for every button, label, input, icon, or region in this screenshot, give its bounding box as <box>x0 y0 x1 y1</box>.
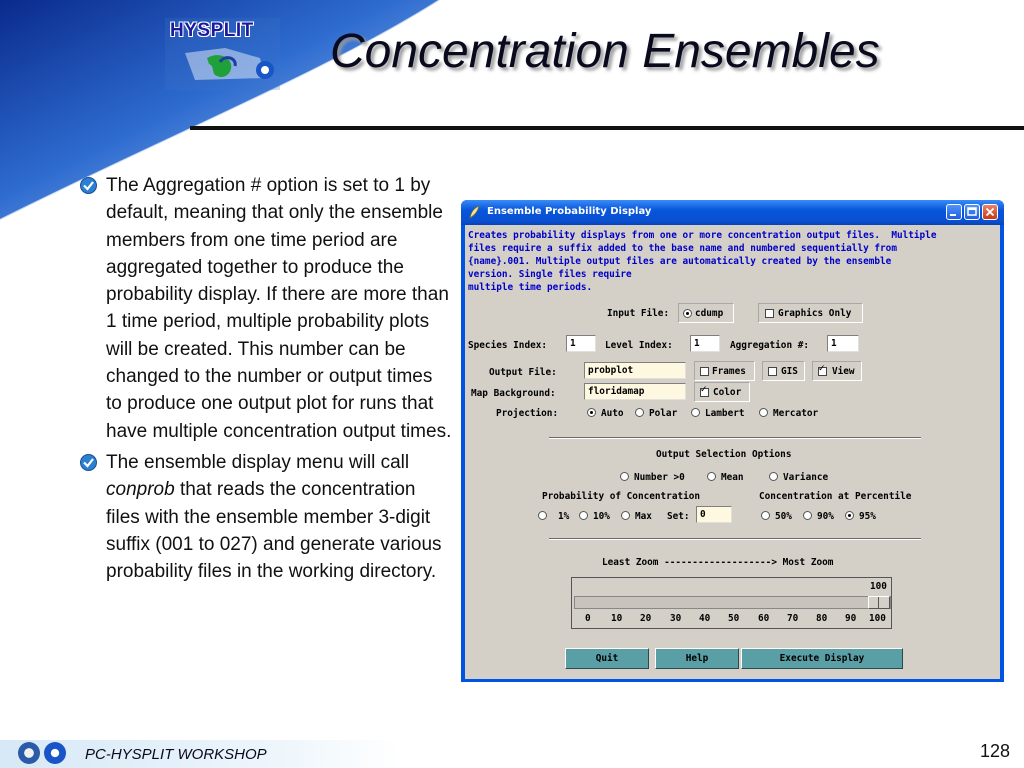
graphics-only-label[interactable]: Graphics Only <box>778 308 852 319</box>
percentile-title: Concentration at Percentile <box>759 491 912 502</box>
zoom-tick: 20 <box>640 613 652 624</box>
execute-display-button[interactable]: Execute Display <box>741 648 903 669</box>
conprob-term: conprob <box>106 479 175 501</box>
color-label[interactable]: Color <box>713 387 742 398</box>
bullet-list <box>80 172 452 589</box>
input-file-label: Input File: <box>607 308 670 319</box>
view-label[interactable]: View <box>832 366 855 377</box>
probability-max-label[interactable]: Max <box>635 511 652 522</box>
gis-label[interactable]: GIS <box>781 366 798 377</box>
probability-10-radio[interactable] <box>579 511 588 520</box>
zoom-tick: 100 <box>869 613 886 624</box>
close-icon <box>983 205 997 219</box>
output-variance-radio[interactable] <box>769 472 778 481</box>
zoom-tick: 40 <box>699 613 711 624</box>
gis-group <box>762 361 805 381</box>
page-number: 128 <box>980 741 1011 761</box>
minimize-icon <box>947 205 961 219</box>
projection-label: Projection: <box>496 408 559 419</box>
projection-lambert-radio[interactable] <box>691 408 700 417</box>
zoom-tick: 30 <box>670 613 682 624</box>
zoom-tick: 90 <box>845 613 857 624</box>
set-label: Set: <box>667 511 690 522</box>
level-index-label: Level Index: <box>605 340 673 351</box>
projection-lambert-label[interactable]: Lambert <box>705 408 745 419</box>
level-index-input[interactable]: 1 <box>690 335 720 352</box>
separator <box>549 437 921 439</box>
footer-text: PC-HYSPLIT WORKSHOP <box>85 746 267 763</box>
feather-icon <box>467 205 481 219</box>
doc-seal-icon <box>18 742 40 764</box>
species-index-label: Species Index: <box>468 340 548 351</box>
checkmark-bullet-icon <box>80 177 97 194</box>
input-file-option[interactable]: cdump <box>695 308 724 319</box>
projection-polar-radio[interactable] <box>635 408 644 417</box>
bullet-text-start: The ensemble display menu will call <box>106 451 410 473</box>
view-group <box>812 361 862 381</box>
output-file-label: Output File: <box>489 367 557 378</box>
projection-auto-radio[interactable] <box>587 408 596 417</box>
zoom-tick: 70 <box>787 613 799 624</box>
bullet-item <box>80 172 452 445</box>
graphics-only-group <box>758 303 863 323</box>
output-number-label[interactable]: Number >0 <box>634 472 685 483</box>
output-selection-title: Output Selection Options <box>656 449 792 460</box>
percentile-90-radio[interactable] <box>803 511 812 520</box>
percentile-50-label[interactable]: 50% <box>775 511 792 522</box>
zoom-tick: 0 <box>585 613 591 624</box>
dialog-titlebar[interactable] <box>461 200 1004 225</box>
noaa-logo-icon <box>44 742 66 764</box>
quit-button[interactable]: Quit <box>565 648 649 669</box>
color-checkbox[interactable] <box>700 388 709 397</box>
projection-auto-label[interactable]: Auto <box>601 408 624 419</box>
projection-mercator-label[interactable]: Mercator <box>773 408 819 419</box>
probability-10-label[interactable]: 10% <box>593 511 610 522</box>
map-background-label: Map Background: <box>471 388 556 399</box>
close-button[interactable] <box>982 204 998 220</box>
title-underline <box>190 126 1024 130</box>
slide-title: Concentration Ensembles <box>330 25 880 78</box>
bullet-text-end: that reads the concentration files with the ensemble member 3-digit suffix (001 to 027) and generate various probability files in the working directory. <box>106 479 442 583</box>
zoom-value: 100 <box>870 581 887 592</box>
input-file-radio[interactable] <box>683 309 692 318</box>
zoom-slider <box>571 577 892 629</box>
zoom-tick: 10 <box>611 613 623 624</box>
help-button[interactable]: Help <box>655 648 739 669</box>
separator <box>549 538 921 540</box>
map-background-input[interactable]: floridamap <box>584 383 686 400</box>
set-input[interactable]: 0 <box>696 506 732 523</box>
output-mean-label[interactable]: Mean <box>721 472 744 483</box>
maximize-icon <box>965 205 979 219</box>
species-index-input[interactable]: 1 <box>566 335 596 352</box>
percentile-90-label[interactable]: 90% <box>817 511 834 522</box>
percentile-95-label[interactable]: 95% <box>859 511 876 522</box>
frames-group <box>694 361 755 381</box>
probability-title: Probability of Concentration <box>542 491 701 502</box>
logo-text: HYSPLIT <box>170 20 254 41</box>
percentile-95-radio[interactable] <box>845 511 854 520</box>
aggregation-label: Aggregation #: <box>730 340 810 351</box>
minimize-button[interactable] <box>946 204 962 220</box>
dialog-description: Creates probability displays from one or more concentration output files. Multiple files require a suffix added to the base name and numbered sequentially from {name}.001. Multiple output files are automatically created by the ensemble version. Single files require multiple time periods. <box>468 230 937 293</box>
probability-1-label[interactable]: 1% <box>558 511 570 522</box>
maximize-button[interactable] <box>964 204 980 220</box>
output-number-radio[interactable] <box>620 472 629 481</box>
output-variance-label[interactable]: Variance <box>783 472 829 483</box>
zoom-trough[interactable] <box>574 596 891 609</box>
input-file-group <box>678 303 734 323</box>
probability-max-radio[interactable] <box>621 511 630 520</box>
color-group <box>694 382 750 402</box>
bullet-text: The Aggregation # option is set to 1 by default, meaning that only the ensemble members from one time period are aggregated together to produce the probability display. If there are more than 1 time period, multiple probability plots will be created. This number can be changed to the number or output times to produce one output plot for runs that have multiple concentration output times. <box>106 175 452 442</box>
percentile-50-radio[interactable] <box>761 511 770 520</box>
aggregation-input[interactable]: 1 <box>827 335 859 352</box>
frames-label[interactable]: Frames <box>712 366 746 377</box>
projection-polar-label[interactable]: Polar <box>649 408 678 419</box>
bullet-item <box>80 449 452 585</box>
ensemble-probability-dialog <box>461 200 1004 682</box>
checkmark-bullet-icon <box>80 454 97 471</box>
dialog-body <box>465 225 1000 679</box>
zoom-label: Least Zoom -------------------> Most Zoom <box>602 557 834 568</box>
output-mean-radio[interactable] <box>707 472 716 481</box>
graphics-only-checkbox[interactable] <box>765 309 774 318</box>
dialog-title: Ensemble Probability Display <box>487 206 652 217</box>
output-file-input[interactable]: probplot <box>584 362 686 379</box>
view-checkbox[interactable] <box>818 367 827 376</box>
probability-1-radio[interactable] <box>538 511 547 520</box>
zoom-thumb[interactable] <box>868 596 890 609</box>
zoom-tick: 50 <box>728 613 740 624</box>
projection-mercator-radio[interactable] <box>759 408 768 417</box>
zoom-tick: 60 <box>758 613 770 624</box>
frames-checkbox[interactable] <box>700 367 709 376</box>
zoom-tick: 80 <box>816 613 828 624</box>
gis-checkbox[interactable] <box>768 367 777 376</box>
